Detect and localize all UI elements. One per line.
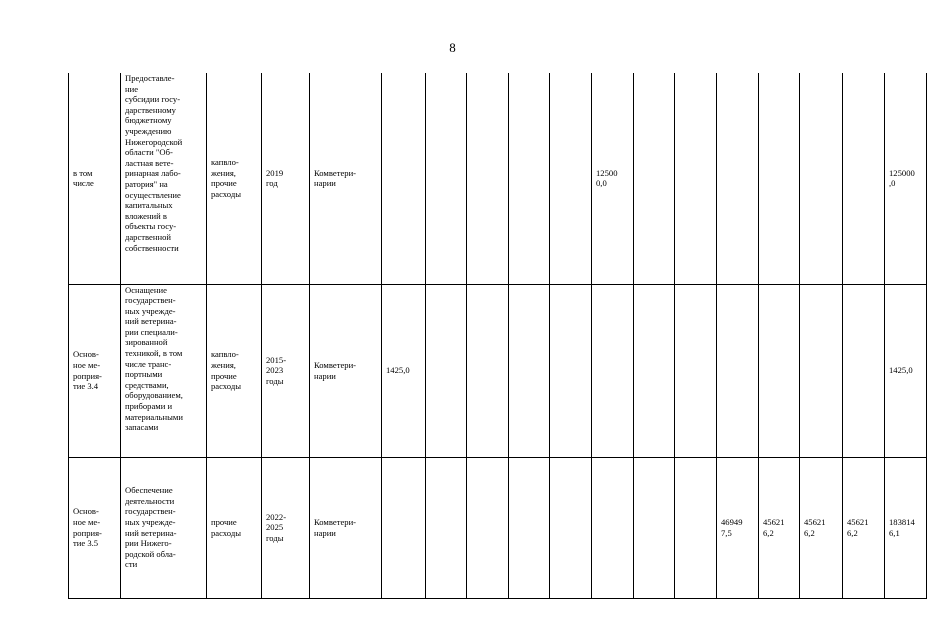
description-cell-text: Обеспечение деятельности государствен- ных учрежде- ний ветерина- рии Нижего- родской обла- сти	[125, 485, 177, 570]
value-cell-text: 45621 6,2	[763, 516, 785, 538]
value-cell	[843, 284, 885, 457]
value-cell	[717, 73, 759, 284]
value-cell	[592, 284, 634, 457]
executor-cell-text: Комветери- нарии	[314, 359, 357, 381]
value-cell	[509, 73, 550, 284]
description-cell	[121, 284, 207, 457]
table-row	[69, 457, 927, 598]
program-funding-table	[68, 73, 927, 599]
period-cell	[262, 73, 310, 284]
expense-type-cell-text: капвло- жения, прочие расходы	[211, 157, 241, 199]
value-cell	[382, 284, 426, 457]
executor-cell	[310, 73, 382, 284]
value-cell-text: 183814 6,1	[889, 516, 915, 538]
period-cell-text: 2019 год	[266, 167, 284, 189]
description-cell-text: Предоставле- ние субсидии госу- дарственному бюджетному учреждению Нижегородской области "Об- ластная вете- ринарная лабо- ратория" на осуществление капитальных вложений в объекты госу- дарственной собственности	[125, 73, 183, 253]
value-cell	[426, 284, 467, 457]
value-cell	[426, 457, 467, 598]
event-cell-text: Основ- ное ме- роприя- тие 3.4	[73, 349, 102, 392]
value-cell	[592, 73, 634, 284]
value-cell	[885, 457, 927, 598]
value-cell	[800, 73, 843, 284]
value-cell-text: 45621 6,2	[847, 516, 869, 538]
expense-type-cell	[207, 73, 262, 284]
value-cell	[843, 457, 885, 598]
value-cell	[426, 73, 467, 284]
description-cell	[121, 457, 207, 598]
expense-type-cell	[207, 457, 262, 598]
description-cell	[121, 73, 207, 284]
value-cell	[675, 457, 717, 598]
period-cell-text: 2022- 2025 годы	[266, 511, 287, 543]
value-cell-text: 12500 0,0	[596, 167, 618, 189]
value-cell	[717, 457, 759, 598]
executor-cell-text: Комветери- нарии	[314, 516, 357, 538]
value-cell	[467, 284, 509, 457]
value-cell	[885, 284, 927, 457]
value-cell	[634, 457, 675, 598]
value-cell	[550, 457, 592, 598]
value-cell	[675, 284, 717, 457]
value-cell-text: 46949 7,5	[721, 516, 743, 538]
table-row	[69, 73, 927, 284]
period-cell	[262, 284, 310, 457]
period-cell-text: 2015- 2023 годы	[266, 354, 287, 386]
table-row	[69, 284, 927, 457]
value-cell	[675, 73, 717, 284]
executor-cell	[310, 457, 382, 598]
value-cell	[717, 284, 759, 457]
value-cell-text: 125000 ,0	[889, 167, 915, 189]
value-cell	[885, 73, 927, 284]
event-cell-text: Основ- ное ме- роприя- тие 3.5	[73, 506, 102, 549]
value-cell	[382, 457, 426, 598]
value-cell	[550, 73, 592, 284]
expense-type-cell-text: капвло- жения, прочие расходы	[211, 349, 241, 392]
executor-cell	[310, 284, 382, 457]
value-cell	[759, 73, 800, 284]
value-cell	[843, 73, 885, 284]
expense-type-cell-text: прочие расходы	[211, 516, 241, 538]
value-cell	[759, 284, 800, 457]
description-cell-text: Оснащение государствен- ных учрежде- ний ветерина- рии специали- зированной техникой, в том числе транс- портными средствами, оборудованием, приборами и материальными запасами	[125, 284, 183, 433]
value-cell	[592, 457, 634, 598]
event-cell-text: в том числе	[73, 167, 94, 189]
value-cell	[759, 457, 800, 598]
value-cell-text: 1425,0	[386, 365, 410, 376]
event-cell	[69, 73, 121, 284]
value-cell	[509, 457, 550, 598]
value-cell	[509, 284, 550, 457]
page-number: 8	[449, 40, 456, 55]
event-cell	[69, 284, 121, 457]
value-cell-text: 1425,0	[889, 365, 913, 376]
value-cell	[634, 284, 675, 457]
value-cell	[550, 284, 592, 457]
value-cell	[467, 457, 509, 598]
period-cell	[262, 457, 310, 598]
value-cell-text: 45621 6,2	[804, 516, 826, 538]
value-cell	[800, 457, 843, 598]
value-cell	[634, 73, 675, 284]
value-cell	[382, 73, 426, 284]
event-cell	[69, 457, 121, 598]
executor-cell-text: Комветери- нарии	[314, 167, 357, 189]
value-cell	[800, 284, 843, 457]
expense-type-cell	[207, 284, 262, 457]
value-cell	[467, 73, 509, 284]
